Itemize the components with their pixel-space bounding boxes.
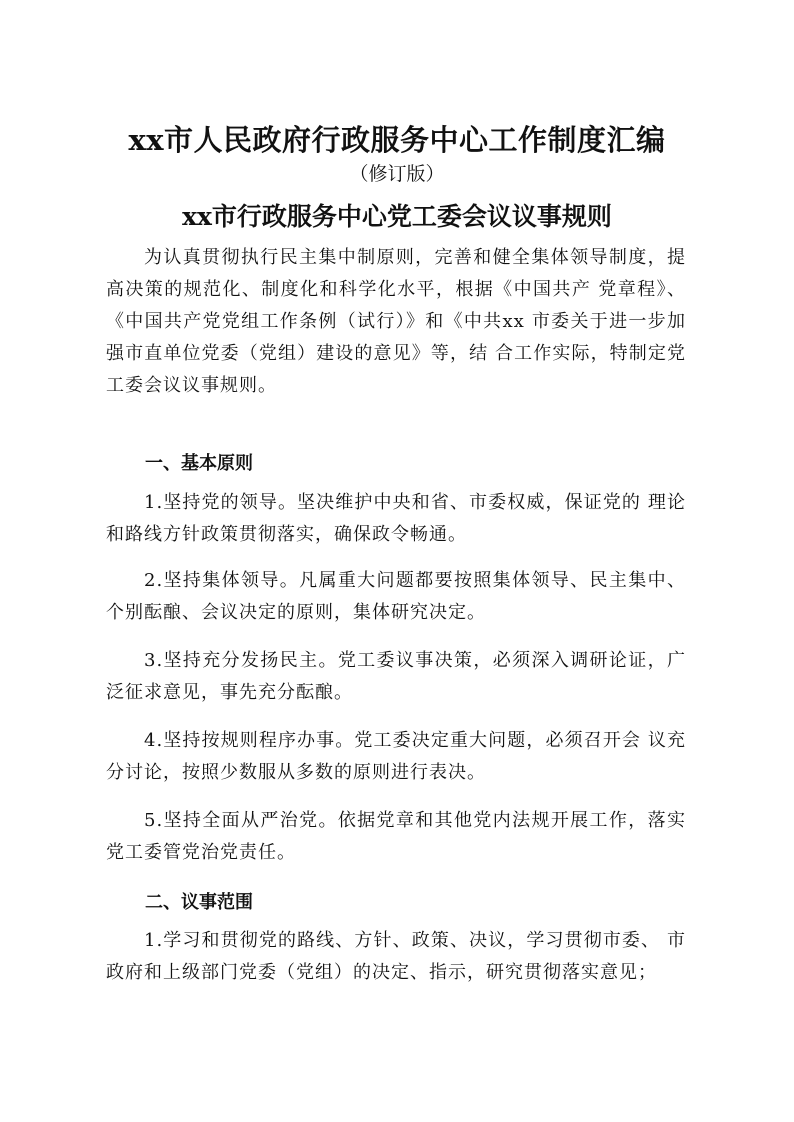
principle-item: 4.坚持按规则程序办事。党工委决定重大问题，必须召开会 议充分讨论，按照少数服从多数的原则进行表决。	[106, 730, 686, 783]
document-title: xx市人民政府行政服务中心工作制度汇编	[128, 123, 666, 157]
intro-paragraph: 为认真贯彻执行民主集中制原则，完善和健全集体领导制度，提高决策的规范化、制度化和科学化水平，根据《中国共产 党章程》、《中国共产党党组工作条例（试行）》和《中共xx 市委关于进一步加强市直单位党委（党组）建设的意见》等，结 合工作实际，特制定党工委会议议事规则。	[106, 247, 686, 396]
scope-item: 1.学习和贯彻党的路线、方针、政策、决议，学习贯彻市委、 市政府和上级部门党委（党组）的决定、指示，研究贯彻落实意见；	[106, 930, 686, 983]
principle-item: 2.坚持集体领导。凡属重大问题都要按照集体领导、民主集中、个别酝酿、会议决定的原则，集体研究决定。	[106, 570, 686, 623]
principle-item: 3.坚持充分发扬民主。党工委议事决策，必须深入调研论证，广泛征求意见，事先充分酝酿。	[106, 650, 686, 703]
principle-item: 5.坚持全面从严治党。依据党章和其他党内法规开展工作，落实党工委管党治党责任。	[106, 810, 686, 863]
heading-basic-principles: 一、基本原则	[145, 453, 253, 474]
document-subtitle: （修订版）	[349, 163, 445, 185]
principle-item: 1.坚持党的领导。坚决维护中央和省、市委权威，保证党的 理论和路线方针政策贯彻落实，确保政令畅通。	[106, 492, 686, 545]
section-title: xx市行政服务中心党工委会议议事规则	[182, 202, 612, 231]
heading-scope: 二、议事范围	[145, 892, 253, 913]
